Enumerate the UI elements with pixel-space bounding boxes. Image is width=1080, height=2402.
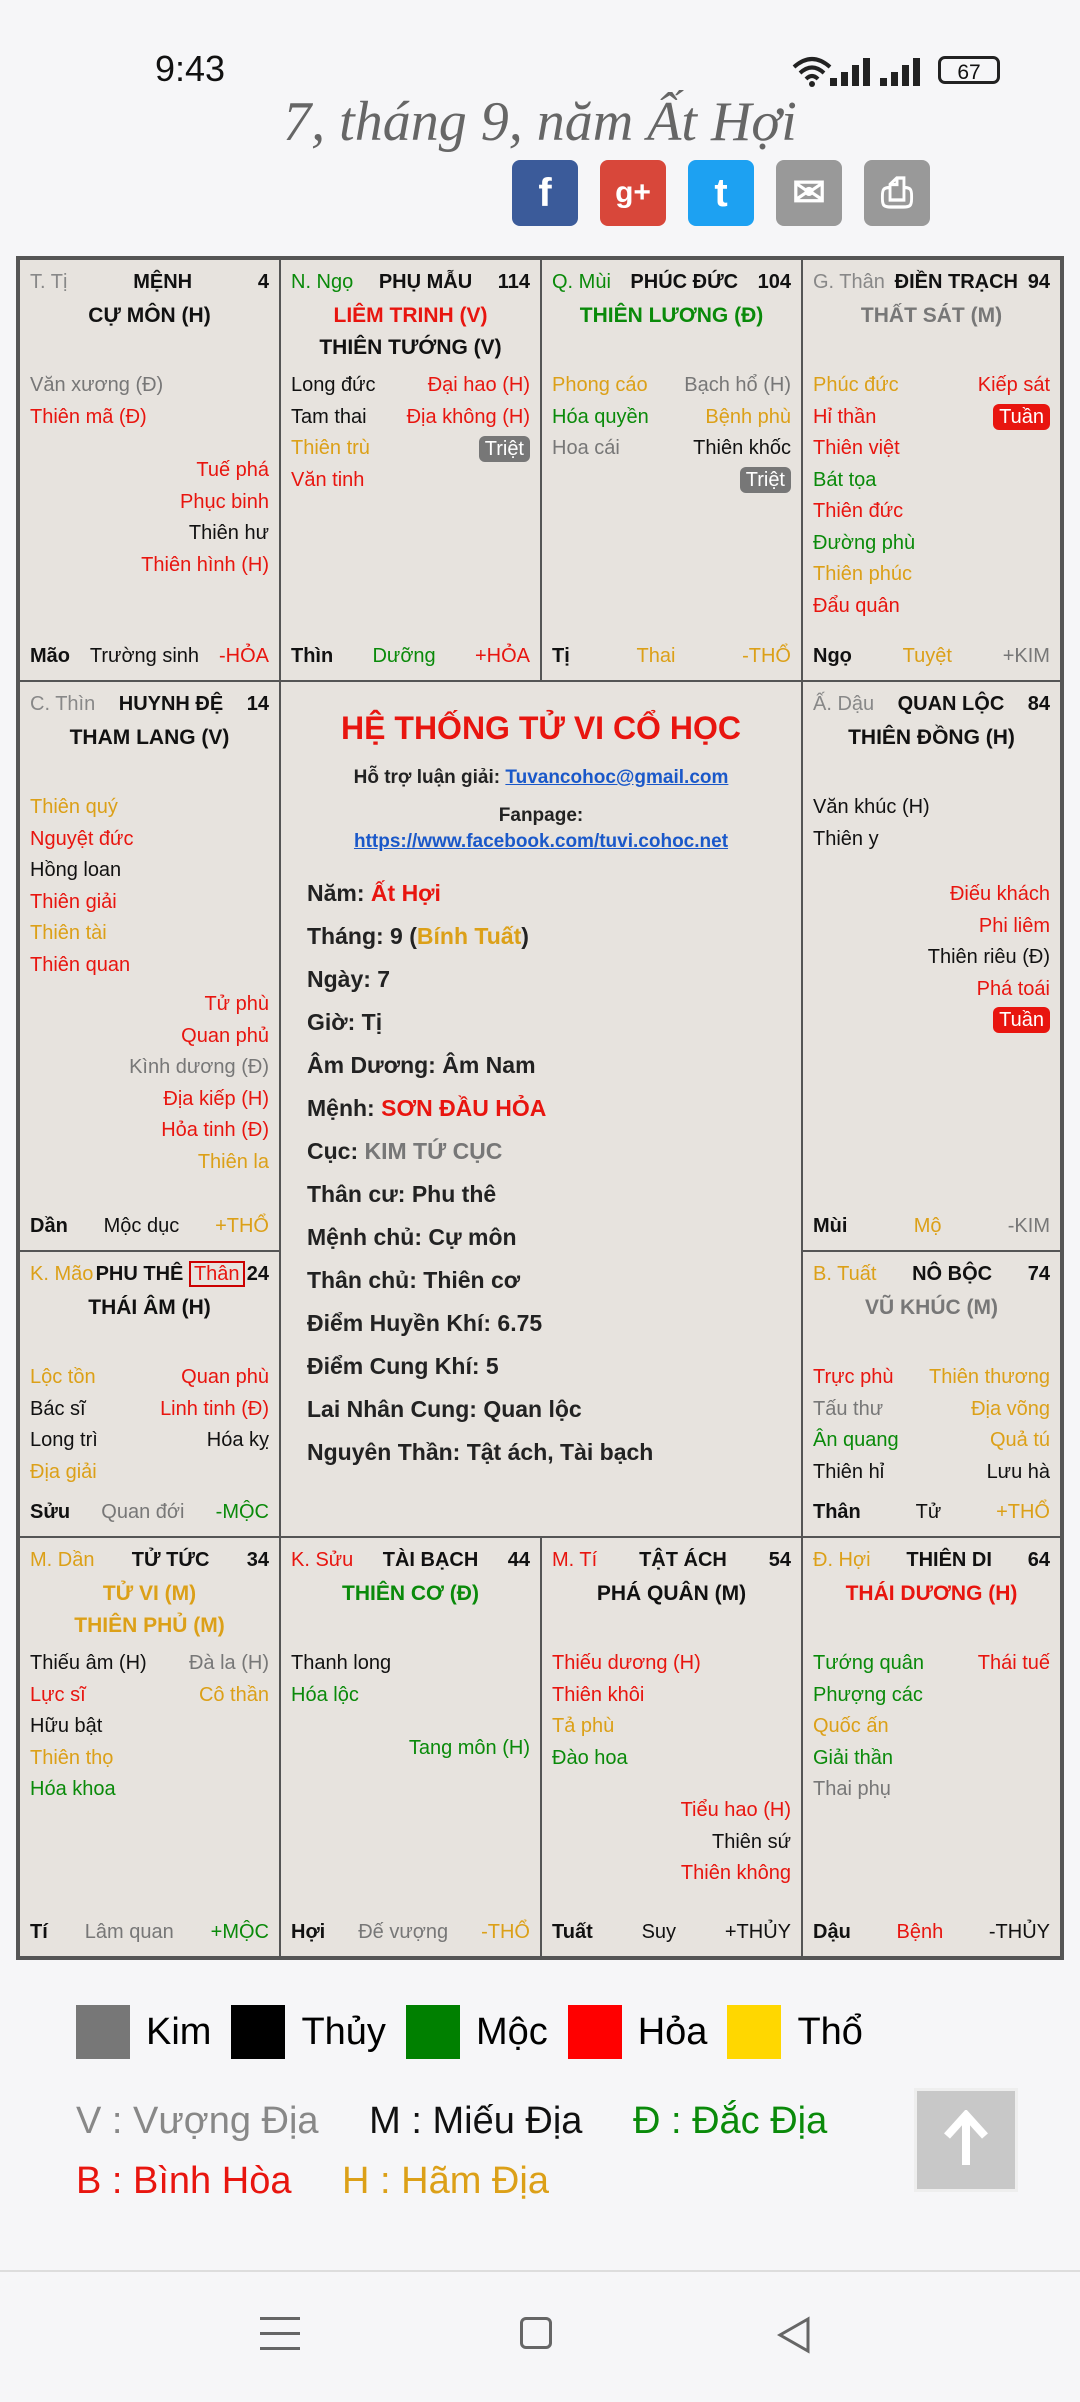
- tuan-badge: Tuần: [993, 1007, 1050, 1033]
- star: Hóa quyền: [552, 405, 649, 428]
- star: Tam thai: [291, 405, 367, 428]
- tho-swatch: [727, 2005, 781, 2059]
- star: Hóa kỵ: [206, 1429, 269, 1452]
- back-icon[interactable]: [776, 2316, 812, 2354]
- star: Thiếu dương (H): [552, 1652, 701, 1675]
- star: Thiên la: [197, 1150, 269, 1173]
- palace-can: K. Mão: [30, 1262, 94, 1285]
- menu-icon[interactable]: [260, 2317, 300, 2350]
- star: Thiên hư: [188, 522, 269, 544]
- palace-number: 84: [1027, 692, 1050, 715]
- star: Thiên sứ: [712, 1830, 791, 1853]
- star: Thiên không: [680, 1862, 791, 1884]
- star: Hoa cái: [552, 437, 620, 460]
- palace-footer: Ngọ Tuyệt +KIM: [813, 644, 1050, 667]
- star: Long đức: [291, 374, 376, 397]
- main-star: THÁI ÂM (H): [88, 1296, 211, 1319]
- star: Tấu thư: [813, 1397, 884, 1420]
- palace-number: 44: [507, 1548, 530, 1571]
- star: Địa võng: [971, 1397, 1050, 1420]
- than-badge: Thân: [189, 1261, 245, 1287]
- palace-footer: Hợi Đế vượng -THỔ: [291, 1920, 530, 1943]
- star: Thanh long: [291, 1652, 392, 1675]
- star: Thiên khốc: [693, 437, 791, 460]
- star: Kình dương (Đ): [129, 1056, 269, 1078]
- star: Hóa khoa: [30, 1778, 116, 1801]
- main-star: CỰ MÔN (H): [88, 304, 211, 327]
- triet-badge: Triệt: [740, 467, 791, 493]
- star: Hồng loan: [30, 859, 122, 882]
- print-button[interactable]: ⎙: [864, 160, 930, 226]
- palace-number: 114: [497, 270, 530, 293]
- wifi-icon: [792, 55, 832, 92]
- star: Địa kiếp (H): [163, 1087, 269, 1110]
- palace-name: PHỤ MẪU: [378, 270, 473, 293]
- main-star: THÁI DƯƠNG (H): [845, 1582, 1018, 1605]
- star: Lộc tồn: [30, 1366, 96, 1389]
- palace-name: MỆNH: [133, 270, 193, 293]
- signal-icon-2: [880, 56, 920, 86]
- palace-can: G. Thân: [813, 270, 885, 293]
- main-star: THIÊN LƯƠNG (Đ): [579, 304, 764, 327]
- star: Thiên mã (Đ): [30, 405, 147, 428]
- star: Bát tọa: [813, 468, 877, 491]
- star: Thiên đức: [813, 500, 904, 523]
- star: Tiểu hao (H): [680, 1799, 791, 1821]
- palace-thien-di[interactable]: [802, 1537, 1061, 1957]
- palace-name: TỬ TỨC: [131, 1548, 210, 1571]
- star: Kiếp sát: [977, 374, 1050, 397]
- signal-icon: [830, 56, 870, 86]
- star: Thai phụ: [813, 1778, 891, 1801]
- palace-can: B. Tuất: [813, 1262, 877, 1285]
- star: Thiên việt: [813, 437, 900, 460]
- google-plus-share-button[interactable]: g+: [600, 160, 666, 226]
- triet-badge: Triệt: [479, 436, 530, 462]
- palace-name: NÔ BỘC: [912, 1262, 993, 1285]
- star: Long trì: [30, 1429, 98, 1452]
- horoscope-chart: [16, 256, 1064, 1960]
- strength-legend: V : Vượng Địa M : Miếu Địa Đ : Đắc Địa: [76, 2100, 828, 2142]
- palace-number: 24: [246, 1262, 269, 1285]
- star: Quả tú: [989, 1429, 1050, 1452]
- palace-number: 74: [1027, 1262, 1050, 1285]
- star: Văn tinh: [291, 468, 365, 491]
- star: Bạch hổ (H): [684, 374, 791, 397]
- star: Tả phù: [552, 1715, 615, 1738]
- star: Văn xương (Đ): [30, 374, 164, 397]
- palace-can: N. Ngọ: [291, 270, 354, 293]
- right-stars: [141, 455, 269, 581]
- star: Thiên hỉ: [813, 1460, 885, 1483]
- star: Thiên hình (H): [141, 553, 269, 576]
- home-icon[interactable]: [520, 2317, 552, 2349]
- star: Lưu hà: [986, 1460, 1050, 1483]
- thuy-swatch: [231, 2005, 285, 2059]
- palace-menh[interactable]: [19, 259, 280, 681]
- palace-can: K. Sửu: [291, 1548, 354, 1571]
- star: Thiên trù: [291, 437, 370, 460]
- star: Lực sĩ: [30, 1683, 86, 1706]
- palace-can: Đ. Hợi: [813, 1548, 871, 1571]
- main-star: TỬ VI (M): [102, 1582, 197, 1605]
- star: Phục binh: [180, 490, 269, 513]
- moc-swatch: [406, 2005, 460, 2059]
- palace-name: TÀI BẠCH: [382, 1548, 479, 1571]
- palace-name: PHU THÊ Thân: [93, 1263, 246, 1286]
- palace-can: M. Dần: [30, 1548, 95, 1571]
- palace-footer: Tị Thai -THỔ: [552, 644, 791, 667]
- star: Thiên quan: [30, 953, 131, 976]
- palace-footer: Sửu Quan đới -MỘC: [30, 1500, 269, 1523]
- fanpage-link[interactable]: https://www.facebook.com/tuvi.cohoc.net: [353, 831, 729, 852]
- palace-huynh-de[interactable]: [19, 681, 280, 1251]
- star: Thiên tài: [30, 922, 107, 945]
- star: Thiên khôi: [552, 1683, 645, 1706]
- palace-footer: Tí Lâm quan +MỘC: [30, 1920, 269, 1943]
- chart-center-info: HỆ THỐNG TỬ VI CỔ HỌC Hỗ trợ luận giải: Tuvancohoc@gmail.com Fanpage: https://www.facebook.com/tuvi.cohoc.net Năm: Ất Hợi Tháng: 9 (Bính Tuất) Ngày: 7 Giờ: Tị Âm Dương: Âm Nam Mệnh: SƠN ĐẦU HỎA Cục: KIM TỨ CỤC Thân cư: Phu thê Mệnh chủ: Cự môn Thân chủ: Thiên cơ Điểm Huyền Khí: 6.75 Điểm Cung Khí: 5 Lai Nhân Cung: Quan lộc Nguyên Thần: Tật ách, Tài bạch: [280, 681, 802, 1537]
- star: Nguyệt đức: [30, 827, 134, 850]
- star: Thiên giải: [30, 890, 117, 913]
- star: Phá toái: [976, 977, 1050, 1000]
- star: Phi liêm: [978, 914, 1050, 937]
- palace-name: THIÊN DI: [906, 1548, 992, 1571]
- palace-phu-the[interactable]: [19, 1251, 280, 1537]
- palace-quan-loc[interactable]: [802, 681, 1061, 1251]
- page-title: 7, tháng 9, năm Ất Hợi: [283, 91, 797, 153]
- center-title: HỆ THỐNG TỬ VI CỔ HỌC: [341, 710, 741, 746]
- palace-footer: Thìn Dưỡng +HỎA: [291, 644, 530, 667]
- star: Trực phù: [813, 1366, 894, 1389]
- arrow-up-icon: [941, 2110, 991, 2170]
- palace-can: T. Tị: [30, 270, 68, 293]
- star: Tang môn (H): [408, 1737, 530, 1759]
- palace-number: 54: [768, 1548, 791, 1571]
- main-star: THIÊN TƯỚNG (V): [319, 336, 502, 359]
- star: Cô thần: [198, 1683, 269, 1706]
- palace-number: 34: [246, 1548, 269, 1571]
- star: Phúc đức: [813, 374, 899, 397]
- star: Quan phủ: [181, 1024, 269, 1047]
- palace-can: M. Tí: [552, 1548, 598, 1571]
- palace-number: 4: [257, 270, 269, 293]
- palace-can: Q. Mùi: [552, 270, 611, 293]
- star: Thiên thọ: [30, 1746, 114, 1769]
- palace-phu-mau[interactable]: [280, 259, 541, 681]
- email-share-button[interactable]: ✉: [776, 160, 842, 226]
- star: Địa giải: [30, 1460, 97, 1483]
- palace-number: 94: [1027, 270, 1050, 293]
- star: Tuế phá: [196, 459, 269, 481]
- main-star: THIÊN PHỦ (M): [74, 1614, 225, 1637]
- star: Phượng các: [813, 1683, 923, 1706]
- star: Phong cáo: [552, 374, 648, 397]
- birth-info: Năm: Ất Hợi Tháng: 9 (Bính Tuất) Ngày: 7 Giờ: Tị Âm Dương: Âm Nam Mệnh: SƠN ĐẦU HỎA Cục: KIM TỨ CỤC Thân cư: Phu thê Mệnh chủ: Cự môn Thân chủ: Thiên cơ Điểm Huyền Khí: 6.75 Điểm Cung Khí: 5 Lai Nhân Cung: Quan lộc Nguyên Thần: Tật ách, Tài bạch: [307, 880, 654, 1465]
- palace-tu-tuc[interactable]: [19, 1537, 280, 1957]
- strength-legend-2: B : Bình Hòa H : Hãm Địa: [76, 2160, 549, 2202]
- star: Bệnh phù: [705, 405, 791, 428]
- star: Địa không (H): [406, 405, 530, 428]
- star: Thái tuế: [977, 1652, 1050, 1675]
- star: Đà la (H): [188, 1652, 269, 1675]
- system-nav-bar: [0, 2270, 1080, 2402]
- kim-swatch: [76, 2005, 130, 2059]
- main-star: THẤT SÁT (M): [860, 304, 1003, 327]
- star: Đào hoa: [552, 1746, 628, 1769]
- star: Văn khúc (H): [813, 796, 930, 819]
- palace-tai-bach[interactable]: [280, 1537, 541, 1957]
- star: Hóa lộc: [291, 1683, 359, 1706]
- tuan-badge: Tuần: [993, 404, 1050, 430]
- star: Đại hao (H): [427, 374, 530, 397]
- palace-no-boc[interactable]: [802, 1251, 1061, 1537]
- palace-footer: Tuất Suy +THỦY: [552, 1920, 791, 1943]
- palace-name: ĐIỀN TRẠCH: [894, 270, 1018, 293]
- main-star: LIÊM TRINH (V): [333, 304, 488, 327]
- share-bar: [512, 160, 930, 226]
- hoa-swatch: [568, 2005, 622, 2059]
- star: Thiên phúc: [813, 563, 912, 586]
- clock: 9:43: [155, 48, 226, 89]
- star: Quốc ấn: [813, 1715, 889, 1738]
- palace-number: 104: [757, 270, 791, 293]
- facebook-share-button[interactable]: f: [512, 160, 578, 226]
- palace-number: 14: [246, 692, 269, 715]
- star: Giải thần: [813, 1746, 894, 1769]
- palace-name: QUAN LỘC: [897, 692, 1005, 715]
- star: Thiên thương: [928, 1366, 1050, 1389]
- palace-number: 64: [1027, 1548, 1050, 1571]
- star: Hữu bật: [30, 1715, 103, 1738]
- main-star: PHÁ QUÂN (M): [596, 1582, 747, 1605]
- main-star: THIÊN ĐỒNG (H): [848, 726, 1015, 749]
- palace-name: TẬT ÁCH: [639, 1548, 727, 1571]
- palace-phuc-duc[interactable]: [541, 259, 802, 681]
- main-star: VŨ KHÚC (M): [865, 1296, 998, 1319]
- star: Điếu khách: [949, 883, 1050, 905]
- palace-can: C. Thìn: [30, 692, 96, 715]
- star: Quan phù: [181, 1366, 269, 1389]
- element-legend: Kim Thủy Mộc Hỏa Thổ: [76, 2005, 883, 2059]
- star: Tướng quân: [813, 1652, 925, 1675]
- star: Thiếu âm (H): [30, 1652, 147, 1675]
- palace-dien-trach[interactable]: [802, 259, 1061, 681]
- scroll-to-top-button[interactable]: [914, 2088, 1018, 2192]
- palace-footer: Thân Tử +THỔ: [813, 1500, 1050, 1523]
- star: Thiên y: [813, 827, 879, 850]
- star: Hỏa tinh (Đ): [161, 1119, 269, 1141]
- fanpage-label: Fanpage:: [498, 805, 584, 826]
- star: Bác sĩ: [30, 1397, 86, 1420]
- palace-footer: Mùi Mộ -KIM: [813, 1214, 1050, 1237]
- battery-icon: 67: [938, 56, 1000, 84]
- palace-footer: Mão Trường sinh -HỎA: [30, 644, 269, 667]
- star: Thiên riêu (Đ): [927, 946, 1050, 968]
- main-star: THAM LANG (V): [69, 726, 230, 749]
- left-stars: [30, 370, 269, 433]
- palace-name: HUYNH ĐỆ: [118, 692, 224, 715]
- support-email-link[interactable]: Tuvancohoc@gmail.com: [505, 767, 729, 788]
- palace-can: Ấ. Dậu: [813, 692, 875, 715]
- palace-footer: Dần Mộc dục +THỔ: [30, 1214, 269, 1237]
- star: Đường phù: [813, 531, 916, 554]
- star: Hỉ thần: [813, 405, 877, 428]
- star: Linh tinh (Đ): [160, 1397, 269, 1420]
- star: Đẩu quân: [813, 594, 900, 617]
- twitter-share-button[interactable]: t: [688, 160, 754, 226]
- palace-footer: Dậu Bệnh -THỦY: [813, 1920, 1050, 1943]
- main-star: THIÊN CƠ (Đ): [342, 1582, 479, 1605]
- star: Ân quang: [813, 1429, 899, 1452]
- palace-tat-ach[interactable]: [541, 1537, 802, 1957]
- star: Thiên quý: [30, 796, 118, 819]
- star: Tử phù: [204, 993, 269, 1015]
- palace-name: PHÚC ĐỨC: [630, 270, 739, 293]
